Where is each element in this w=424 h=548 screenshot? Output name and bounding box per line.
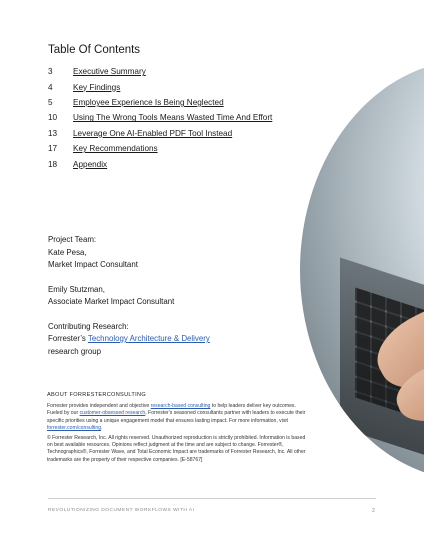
copyright-paragraph: © Forrester Research, Inc. All rights reserved. Unauthorized reproduction is strictly prohibited. Information is based on best available resources. Opinions reflect judgment at the time and are subject to change. Forrester®, Technographics®, Forrester Wave, and Total Economic Impact are trademarks of Forrester Research, Inc. All other trademarks are the property of their respective companies. [E-58767]: [47, 435, 306, 463]
toc-link-appendix[interactable]: Appendix: [73, 159, 108, 169]
toc-item: [48, 156, 308, 171]
toc-link-executive-summary[interactable]: Executive Summary: [73, 67, 146, 77]
team-heading: Project Team:: [48, 235, 97, 244]
toc-item: [48, 126, 308, 141]
about-text: to help leaders deliver key outcomes. Fueled by our: [47, 403, 296, 417]
toc-page-number: 13: [48, 128, 58, 138]
about-heading: ABOUT FORRESTERCONSULTING: [47, 392, 146, 398]
toc-page-number: 17: [48, 144, 58, 154]
footer-title: REVOLUTIONIZING DOCUMENT WORKFLOWS WITH AI: [48, 508, 195, 513]
toc-item: [48, 141, 308, 156]
team-member-name: Kate Pesa,: [48, 247, 87, 257]
forrester-consulting-link[interactable]: forrester.com/consulting: [47, 424, 102, 431]
toc-link-ai-pdf-tool[interactable]: Leverage One AI-Enabled PDF Tool Instead: [73, 128, 233, 138]
team-member-role: Associate Market Impact Consultant: [48, 297, 175, 306]
about-forrester-box: [37, 386, 317, 484]
toc-link-employee-experience[interactable]: Employee Experience Is Being Neglected: [73, 97, 224, 107]
customer-obsessed-link[interactable]: customer-obsessed research: [79, 410, 146, 417]
tech-architecture-link[interactable]: Technology Architecture & Delivery: [87, 334, 210, 343]
footer-divider: [48, 498, 376, 499]
about-text: Forrester provides independent and objective: [47, 403, 151, 410]
project-team: [48, 234, 210, 358]
team-member-name: Emily Stutzman,: [48, 284, 106, 294]
toc-page-number: 4: [48, 82, 53, 92]
toc-link-key-recommendations[interactable]: Key Recommendations: [73, 144, 158, 154]
toc-item: [48, 79, 308, 94]
about-paragraph: [47, 403, 307, 432]
laptop-typing-photo: [300, 60, 424, 480]
toc-item: [48, 95, 308, 110]
toc-item: [48, 64, 308, 79]
contributing-prefix: Forrester’s: [48, 334, 88, 343]
contributing-line: [48, 333, 210, 346]
toc-link-key-findings[interactable]: Key Findings: [73, 82, 121, 92]
about-text: .: [101, 424, 103, 431]
toc-page-number: 18: [48, 159, 58, 169]
toc-title: Table Of Contents: [48, 44, 141, 56]
toc-link-wrong-tools[interactable]: Using The Wrong Tools Means Wasted Time And Effort: [73, 113, 273, 123]
contributing-heading: Contributing Research:: [48, 321, 129, 331]
table-of-contents: [48, 64, 308, 172]
team-member-role: Market Impact Consultant: [48, 260, 138, 269]
toc-item: [48, 110, 308, 125]
contributing-suffix: research group: [48, 346, 102, 356]
research-consulting-link[interactable]: research-based consulting: [150, 403, 211, 410]
about-text: , Forrester's seasoned consultants partner with leaders to execute their specific priorities using a unique engagement model that ensures lasting impact. For more information, visit: [47, 410, 306, 424]
toc-page-number: 5: [48, 97, 53, 107]
page-number: 2: [372, 508, 375, 514]
toc-page-number: 3: [48, 67, 53, 77]
toc-page-number: 10: [48, 113, 58, 123]
